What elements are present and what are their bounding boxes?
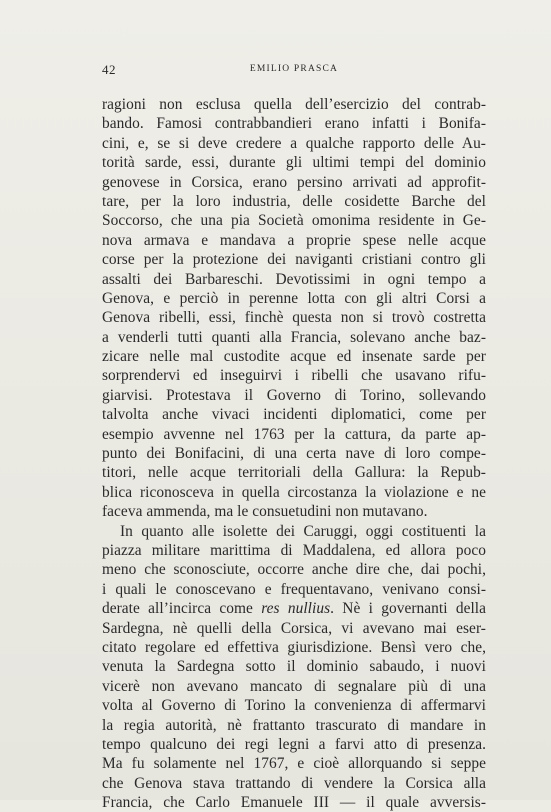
running-title: EMILIO PRASCA [249,64,339,74]
text-line [102,366,486,385]
text-segment: . Nè i governanti della [330,600,486,618]
text-segment: bando. Famosi contrabbandieri erano infatti i Bonifa- [102,115,486,133]
text-line [102,347,486,366]
text-segment: corse per la protezione dei naviganti cristiani contro gli [102,251,486,269]
text-line [102,580,486,599]
text-line [102,289,486,308]
text-segment: piazza militare marittima di Maddalena, ed allora poco [102,541,486,559]
text-segment: talvolta anche vivaci incidenti diplomatici, come per [102,406,486,424]
text-segment: tempo qualcuno dei regi legni a farvi atto di presenza. [102,735,486,753]
text-line [102,444,486,463]
italic-phrase: res nullius [261,600,331,618]
text-segment: punto dei Bonifacini, di una certa nave di loro compe- [102,445,486,463]
text-segment: Ma fu solamente nel 1767, e cioè allorquando si seppe [102,755,486,773]
text-segment: blica riconosceva in quella circostanza la violazione e ne [102,483,486,501]
text-line [102,114,486,133]
text-segment: Genova, e perciò in perenne lotta con gli altri Corsi a [102,289,486,307]
text-line [102,716,486,735]
text-segment: cini, e, se si deve credere a qualche rapporto delle Au- [102,134,486,152]
text-segment: esempio avvenne nel 1763 per la cattura, da parte ap- [102,425,486,443]
text-line [102,153,486,172]
text-line [102,774,486,793]
text-line [102,657,486,676]
text-segment: zicare nelle mal custodite acque ed insenate sarde per [102,348,486,366]
text-segment: faceva ammenda, ma le consuetudini non mutavano. [102,503,428,521]
text-line [102,677,486,696]
text-line [102,405,486,424]
text-segment: citato regolare ed effettiva giurisdizione. Bensì vero che, [102,638,486,656]
text-line [102,522,486,541]
text-line [102,463,486,482]
text-segment: volta al Governo di Torino la convenienza di affermarvi [102,697,486,715]
text-segment: In quanto alle isolette dei Caruggi, oggi costituenti la [120,522,486,540]
text-segment: assalti dei Barbareschi. Devotissimi in ogni tempo a [102,270,486,288]
text-segment: giarvisi. Protestava il Governo di Torino, sollevando [102,386,486,404]
text-segment: che Genova stava trattando di vendere la Corsica alla [102,774,486,792]
text-line [102,308,486,327]
text-segment: Sardegna, nè quelli della Corsica, vi avevano mai eser- [102,619,486,637]
text-line [102,696,486,715]
text-line [102,638,486,657]
text-segment: vicerè non avevano mancato di segnalare più di una [102,677,486,695]
text-line [102,483,486,502]
text-line [102,134,486,153]
text-line [102,95,486,114]
text-segment: derate all’incirca come [102,600,262,618]
text-line [102,173,486,192]
text-line [102,754,486,773]
page-number: 42 [102,62,116,77]
text-line [102,425,486,444]
text-segment: tare, per la loro industria, delle cosidette Barche del [102,192,486,210]
text-segment: Genova ribelli, essi, finchè questa non si trovò costretta [102,309,486,327]
text-segment: meno che sconosciute, occorre anche dire che, dai pochi, [102,561,486,579]
body-text [102,95,486,812]
text-line [102,250,486,269]
text-segment: titori, nelle acque territoriali della Gallura: la Repub- [102,464,486,482]
text-segment: ragioni non esclusa quella dell’esercizio del contrab- [102,96,486,113]
text-line [102,560,486,579]
text-line [102,502,486,521]
text-segment: i quali le conoscevano e frequentavano, venivano consi- [102,580,486,598]
text-segment: sorprendervi ed inseguirvi i ribelli che usavano rifu- [102,367,486,385]
text-line [102,211,486,230]
running-head [102,62,486,82]
text-segment: genovese in Corsica, erano persino arrivati ad approfit- [102,173,486,191]
text-line [102,231,486,250]
text-segment: la regia autorità, nè frattanto trascurato di mandare in [102,716,486,734]
text-segment: torità sarde, essi, durante gli ultimi tempi del dominio [102,154,486,172]
text-line [102,619,486,638]
text-line [102,270,486,289]
text-segment: Soccorso, che una pia Società omonima residente in Ge- [102,212,486,230]
text-segment: nova armava e mandava a proprie spese nelle acque [102,231,486,249]
text-segment: Francia, che Carlo Emanuele III — il quale avversis- [102,794,486,812]
text-line [102,386,486,405]
text-line [102,328,486,347]
text-line [102,541,486,560]
text-line [102,793,486,812]
text-segment: a venderli tutti quanti alla Francia, solevano anche baz- [102,328,486,346]
text-line [102,599,486,618]
text-segment: venuta la Sardegna sotto il dominio sabaudo, i nuovi [102,658,486,676]
text-line [102,735,486,754]
text-line [102,192,486,211]
